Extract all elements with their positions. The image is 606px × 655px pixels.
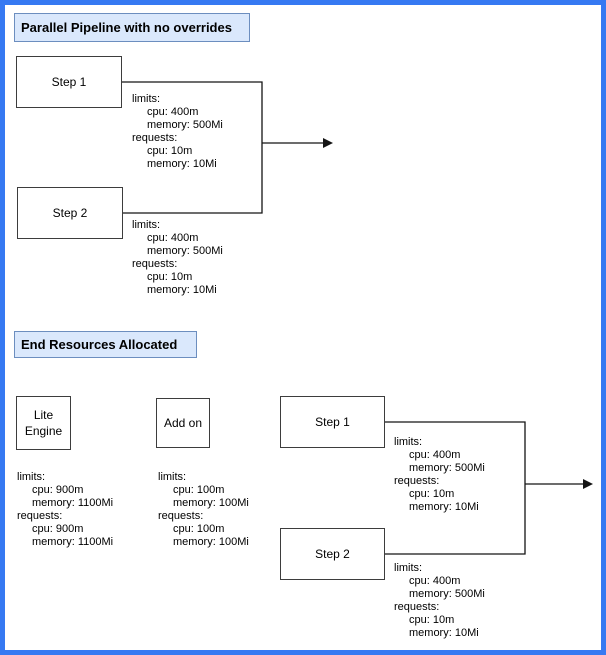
resource-line: cpu: 900m xyxy=(32,523,84,535)
resource-line: memory: 10Mi xyxy=(147,158,217,170)
section-title-no-overrides: Parallel Pipeline with no overrides xyxy=(14,13,250,42)
node-add-on xyxy=(156,398,210,448)
resources-step2-bottom xyxy=(394,562,485,640)
resource-line: cpu: 10m xyxy=(147,271,193,283)
resource-line: memory: 1100Mi xyxy=(32,536,114,548)
resources-step1-top xyxy=(132,93,223,171)
node-lite-engine-label-line1: Lite xyxy=(33,408,54,422)
node-step1-bottom xyxy=(280,396,385,448)
resource-line: memory: 100Mi xyxy=(173,497,249,509)
resource-line: memory: 500Mi xyxy=(147,245,223,257)
resource-line: cpu: 10m xyxy=(409,488,455,500)
resource-line: cpu: 100m xyxy=(173,484,225,496)
resources-step1-bottom xyxy=(394,436,485,514)
resource-line: cpu: 900m xyxy=(32,484,84,496)
section-title-end-resources: End Resources Allocated xyxy=(14,331,197,358)
node-step2-bottom xyxy=(280,528,385,580)
resource-line: memory: 500Mi xyxy=(409,588,485,600)
resource-line: cpu: 400m xyxy=(409,449,461,461)
resource-line: requests: xyxy=(17,510,63,522)
resource-line: memory: 100Mi xyxy=(173,536,249,548)
resource-line: limits: xyxy=(132,219,161,231)
resource-line: limits: xyxy=(394,436,423,448)
resource-line: limits: xyxy=(394,562,423,574)
flow-arrow-top-head-icon xyxy=(323,138,333,148)
resource-line: requests: xyxy=(132,132,178,144)
node-step2-top-label: Step 2 xyxy=(52,206,88,220)
resource-line: limits: xyxy=(158,471,187,483)
resource-line: requests: xyxy=(394,475,440,487)
resource-line: memory: 1100Mi xyxy=(32,497,114,509)
resource-line: memory: 10Mi xyxy=(147,284,217,296)
resource-line: cpu: 10m xyxy=(409,614,455,626)
resource-line: memory: 500Mi xyxy=(409,462,485,474)
resource-line: cpu: 100m xyxy=(173,523,225,535)
resources-step2-top xyxy=(132,219,223,297)
resource-line: requests: xyxy=(132,258,178,270)
resource-line: cpu: 10m xyxy=(147,145,193,157)
node-lite-engine-label-line2: Engine xyxy=(24,424,63,438)
resources-lite-engine xyxy=(17,471,113,549)
resource-line: requests: xyxy=(158,510,204,522)
resource-line: cpu: 400m xyxy=(409,575,461,587)
node-step2-top xyxy=(17,187,123,239)
resource-line: cpu: 400m xyxy=(147,106,199,118)
node-step1-bottom-label: Step 1 xyxy=(315,415,350,429)
node-step1-top-label: Step 1 xyxy=(51,75,87,89)
resource-line: memory: 500Mi xyxy=(147,119,223,131)
node-add-on-label: Add on xyxy=(163,416,203,430)
resource-line: memory: 10Mi xyxy=(409,627,479,639)
node-step1-top xyxy=(16,56,122,108)
resource-line: limits: xyxy=(17,471,46,483)
resource-line: memory: 10Mi xyxy=(409,501,479,513)
resource-line: requests: xyxy=(394,601,440,613)
resource-line: limits: xyxy=(132,93,161,105)
node-step2-bottom-label: Step 2 xyxy=(315,547,350,561)
resource-line: cpu: 400m xyxy=(147,232,199,244)
node-lite-engine xyxy=(16,396,71,450)
flow-arrow-bottom-head-icon xyxy=(583,479,593,489)
resources-add-on xyxy=(158,471,249,549)
